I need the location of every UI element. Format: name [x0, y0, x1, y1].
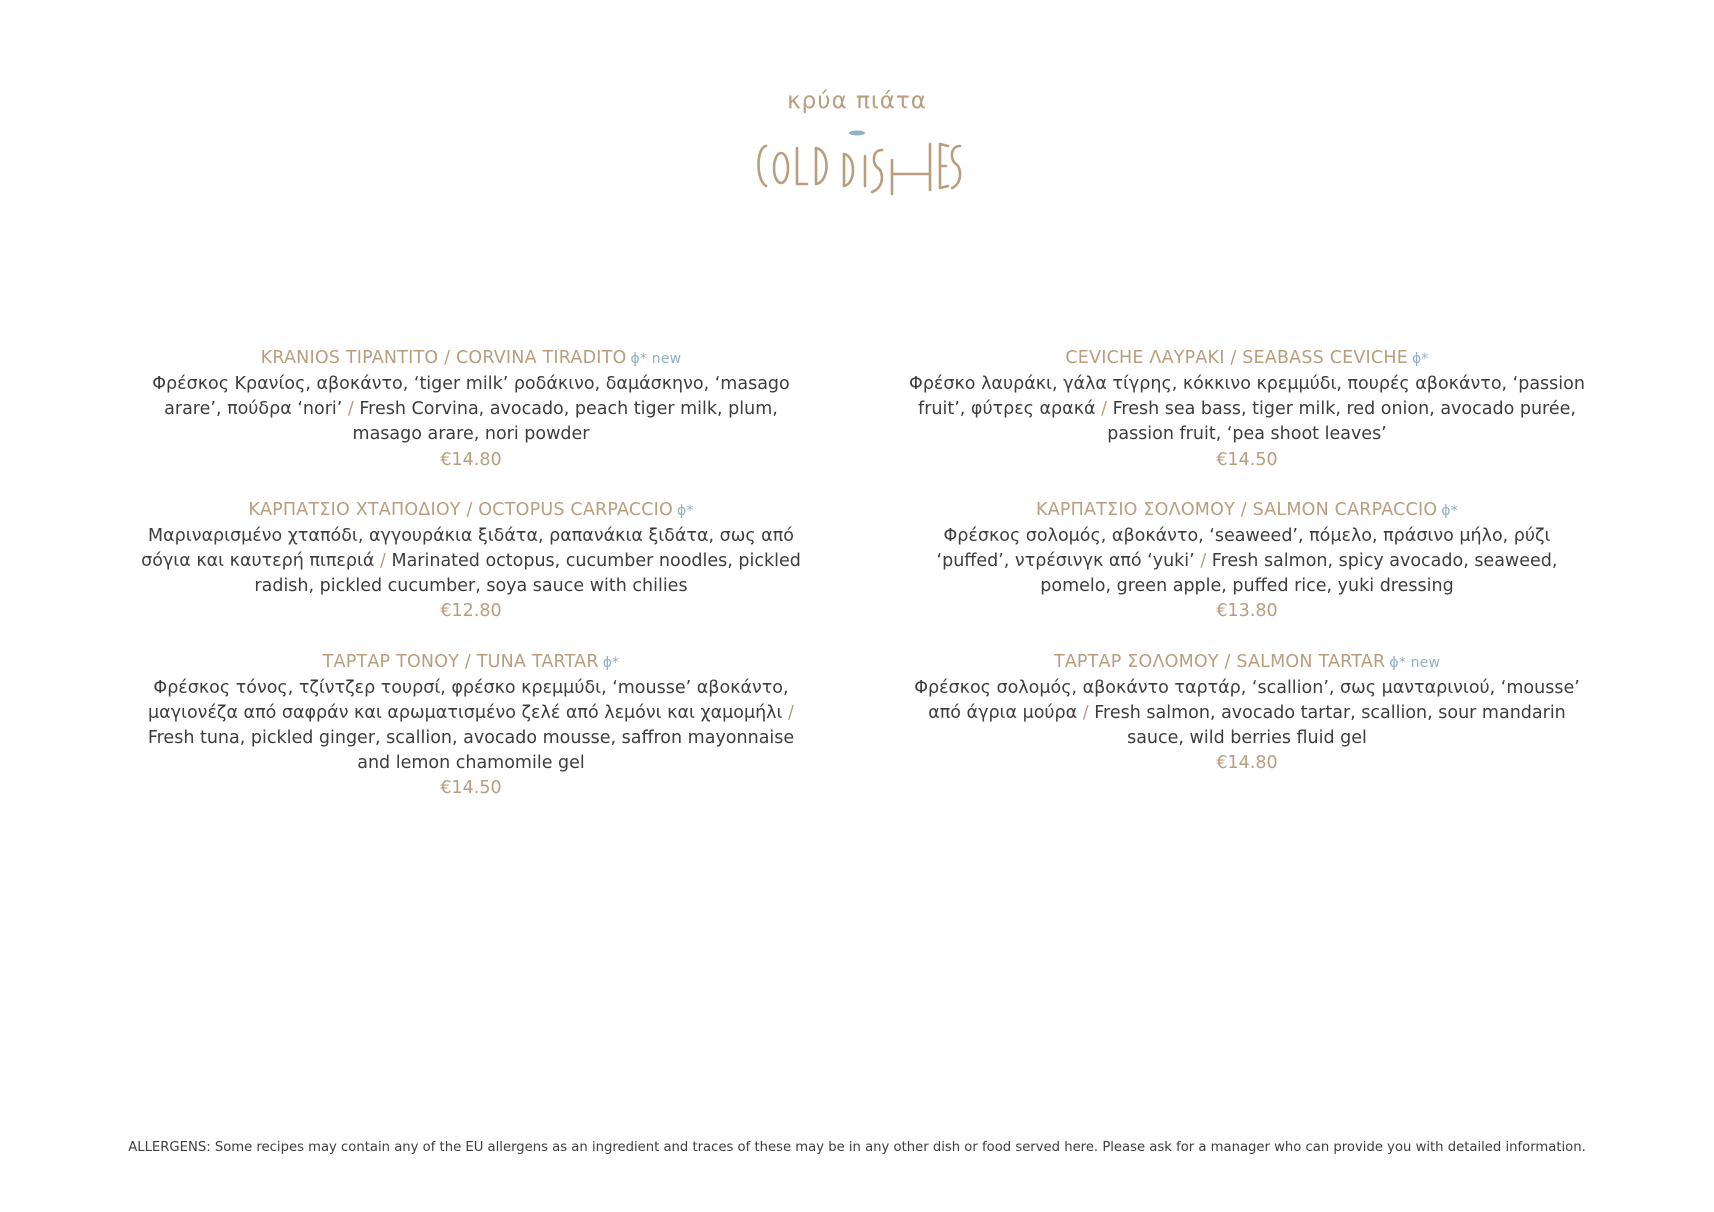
- menu-item: [905, 498, 1589, 625]
- right-menu-column: [905, 346, 1589, 801]
- menu-item: [130, 498, 812, 625]
- dish-description-english: Fresh salmon, avocado tartar, scallion, sour mandarin sauce, wild berries fluid gel: [1094, 702, 1566, 749]
- dish-description: Φρέσκος σολομός, αβοκάντο, ‘seaweed’, πόμελο, πράσινο μήλο, ρύζι ‘puffed’, ντρέσινγκ από ‘yuki’ / Fresh salmon, spicy avocado, seaweed, pomelo, green apple, puffed rice, yuki dressing: [936, 525, 1558, 597]
- dish-price: €13.80: [1216, 601, 1278, 622]
- dish-description-english: Fresh sea bass, tiger milk, red onion, avocado purée, passion fruit, ‘pea shoot leaves’: [1107, 399, 1576, 445]
- dish-description-english: Marinated octopus, cucumber noodles, pickled radish, pickled cucumber, soya sauce with chilies: [254, 551, 801, 597]
- cold-dishes-logo: [752, 124, 962, 206]
- dish-price: €14.50: [1216, 449, 1278, 470]
- left-menu-column: [130, 346, 812, 827]
- dish-tags: ϕ*: [1441, 502, 1458, 519]
- dish-description: Μαριναρισμένο χταπόδι, αγγουράκια ξιδάτα, ραπανάκια ξιδάτα, σως από σόγια και καυτερή πιπεριά / Marinated octopus, cucumber noodles, pickled radish, pickled cucumber, soya sauce with chilies: [141, 525, 801, 597]
- dish-description-greek: Φρέσκος τόνος, τζίντζερ τουρσί, φρέσκο κρεμμύδι, ‘mousse’ αβοκάντο, μαγιονέζα από σαφράν και αρωματισμένο ζελέ από λεμόνι και χαμομήλι: [148, 677, 789, 723]
- dish-description-greek: Φρέσκος σολομός, αβοκάντο, ‘seaweed’, πόμελο, πράσινο μήλο, ρύζι ‘puffed’, ντρέσινγκ από ‘yuki’: [936, 525, 1551, 572]
- dish-description-english: Fresh salmon, spicy avocado, seaweed, pomelo, green apple, puffed rice, yuki dressing: [1040, 551, 1558, 597]
- section-subtitle-greek: κρύα πιάτα: [787, 88, 927, 114]
- dish-title: ΤΑΡΤΑΡ ΤΟΝΟΥ / TUNA TARTAR ϕ*: [322, 651, 620, 672]
- dish-tags: ϕ*: [677, 502, 694, 519]
- dish-title: KRANIOS TIPANTITO / CORVINA TIRADITO ϕ* new: [260, 348, 682, 368]
- dish-description-greek: Μαριναρισμένο χταπόδι, αγγουράκια ξιδάτα, ραπανάκια ξιδάτα, σως από σόγια και καυτερή πιπεριά: [141, 525, 794, 572]
- dish-description-english: Fresh Corvina, avocado, peach tiger milk, plum, masago arare, nori powder: [352, 399, 778, 445]
- menu-item: [130, 650, 812, 802]
- dish-price: €14.80: [440, 449, 502, 470]
- menu-item: [130, 346, 812, 473]
- dish-price: €14.50: [440, 778, 502, 799]
- dish-description: Φρέσκος σολομός, αβοκάντο ταρτάρ, ‘scallion’, σως μανταρινιού, ‘mousse’ από άγρια μούρα / Fresh salmon, avocado tartar, scallion, sour mandarin sauce, wild berries fluid gel: [914, 677, 1580, 749]
- dish-tags: ϕ*: [1411, 351, 1429, 367]
- allergens-notice: ALLERGENS: Some recipes may contain any of the EU allergens as an ingredient and traces of these may be in any other dish or food served here. Please ask for a manager who can provide you with detailed information.: [128, 1140, 1586, 1155]
- dish-tags: ϕ* new: [630, 351, 682, 367]
- dish-price: €12.80: [440, 601, 502, 622]
- menu-header: [0, 86, 1714, 206]
- menu-item: [905, 650, 1589, 777]
- dish-price: €14.80: [1216, 753, 1278, 774]
- dish-title: CEVICHE ΛΑΥΡΑΚΙ / SEABASS CEVICHE ϕ*: [1065, 348, 1429, 368]
- dish-description: Φρέσκο λαυράκι, γάλα τίγρης, κόκκινο κρεμμύδι, πουρές αβοκάντο, ‘passion fruit’, φύτρες αρακά / Fresh sea bass, tiger milk, red onion, avocado purée, passion fruit, ‘pea shoot leaves’: [909, 374, 1585, 445]
- menu-item: [905, 346, 1589, 473]
- dish-description-greek: Φρέσκος Κρανίος, αβοκάντο, ‘tiger milk’ ροδάκινο, δαμάσκηνο, ‘masago arare’, πούδρα ‘nori’: [152, 374, 790, 420]
- dish-title: ΚΑΡΠΑΤΣΙΟ ΧΤΑΠΟΔΙΟΥ / OCTOPUS CARPACCIO ϕ*: [248, 499, 694, 520]
- dish-description-greek: Φρέσκος σολομός, αβοκάντο ταρτάρ, ‘scallion’, σως μανταρινιού, ‘mousse’ από άγρια μούρα: [914, 677, 1580, 723]
- logo-blue-accent: [849, 131, 865, 136]
- dish-description: Φρέσκος τόνος, τζίντζερ τουρσί, φρέσκο κρεμμύδι, ‘mousse’ αβοκάντο, μαγιονέζα από σαφράν και αρωματισμένο ζελέ από λεμόνι και χαμομήλι / Fresh tuna, pickled ginger, scallion, avocado mousse, saffron mayonnaise and lemon chamomile gel: [147, 677, 795, 774]
- dish-tags: ϕ*: [602, 654, 620, 671]
- dish-title: ΤΑΡΤΑΡ ΣΟΛΟΜΟΥ / SALMON TARTAR ϕ* new: [1053, 651, 1441, 672]
- dish-description-greek: Φρέσκο λαυράκι, γάλα τίγρης, κόκκινο κρεμμύδι, πουρές αβοκάντο, ‘passion fruit’, φύτρες αρακά: [909, 374, 1585, 420]
- dish-tags: ϕ* new: [1389, 654, 1441, 671]
- dish-description-english: Fresh tuna, pickled ginger, scallion, avocado mousse, saffron mayonnaise and lemon chamomile gel: [147, 728, 795, 774]
- dish-description: Φρέσκος Κρανίος, αβοκάντο, ‘tiger milk’ ροδάκινο, δαμάσκηνο, ‘masago arare’, πούδρα ‘nori’ / Fresh Corvina, avocado, peach tiger milk, plum, masago arare, nori powder: [152, 374, 790, 445]
- dish-title: ΚΑΡΠΑΤΣΙΟ ΣΟΛΟΜΟΥ / SALMON CARPACCIO ϕ*: [1036, 499, 1458, 520]
